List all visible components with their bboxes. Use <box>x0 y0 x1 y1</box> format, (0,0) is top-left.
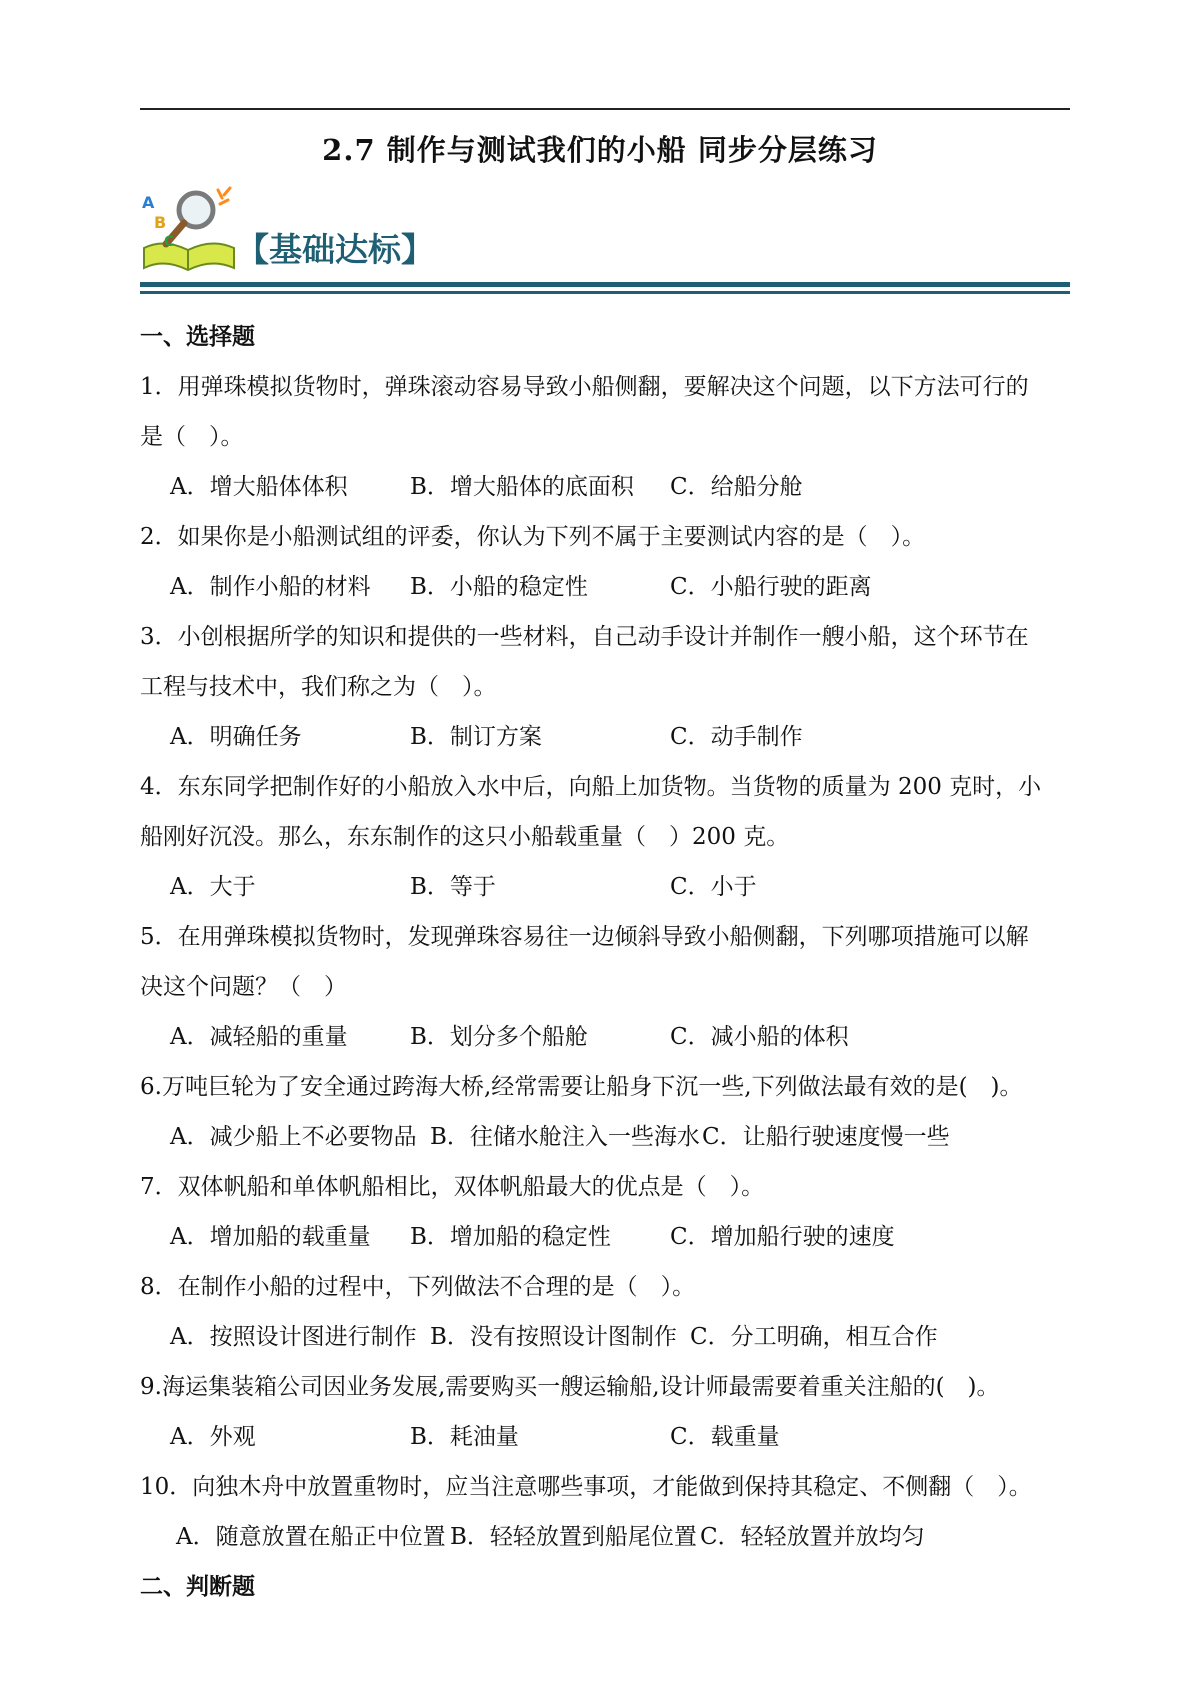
option-c: C．分工明确，相互合作 <box>690 1324 938 1350</box>
question-text: 1．用弹珠模拟货物时，弹珠滚动容易导致小船侧翻，要解决这个问题，以下方法可行的 <box>140 374 1029 400</box>
options-row <box>140 562 1080 612</box>
logo-letter-c: C <box>164 234 175 250</box>
question-text: 7．双体帆船和单体帆船相比，双体帆船最大的优点是（ ）。 <box>140 1174 765 1200</box>
option-b: B．轻轻放置到船尾位置 <box>450 1524 697 1550</box>
option-a: A．随意放置在船正中位置 <box>176 1524 446 1550</box>
option-a: A．减少船上不必要物品 <box>170 1124 417 1150</box>
page-title: 2.7 制作与测试我们的小船 同步分层练习 <box>322 133 878 167</box>
option-a: A．制作小船的材料 <box>170 574 371 600</box>
option-a: A．按照设计图进行制作 <box>170 1324 417 1350</box>
question-text: 8．在制作小船的过程中，下列做法不合理的是（ ）。 <box>140 1274 696 1300</box>
option-c: C．动手制作 <box>670 724 803 750</box>
option-b: B．等于 <box>410 874 496 900</box>
options-row <box>140 1012 1080 1062</box>
option-c: C．轻轻放置并放均匀 <box>700 1524 925 1550</box>
option-b: B．耗油量 <box>410 1424 519 1450</box>
options-row <box>140 862 1080 912</box>
option-c: C．减小船的体积 <box>670 1024 849 1050</box>
option-c: C．给船分舱 <box>670 474 803 500</box>
options-row <box>140 1212 1080 1262</box>
question-text: 工程与技术中，我们称之为（ ）。 <box>140 674 497 700</box>
option-b: B．没有按照设计图制作 <box>430 1324 677 1350</box>
question-text: 10．向独木舟中放置重物时，应当注意哪些事项，才能做到保持其稳定、不侧翻（ ）。 <box>140 1474 1032 1500</box>
section-heading: 一、选择题 <box>140 323 255 350</box>
option-c: C．让船行驶速度慢一些 <box>702 1124 950 1150</box>
question-text: 6.万吨巨轮为了安全通过跨海大桥,经常需要让船身下沉一些,下列做法最有效的是( )。 <box>140 1074 1023 1100</box>
option-c: C．载重量 <box>670 1424 780 1450</box>
option-c: C．小于 <box>670 874 757 900</box>
question-text: 是（ ）。 <box>140 424 244 450</box>
option-c: C．增加船行驶的速度 <box>670 1224 895 1250</box>
option-a: A．外观 <box>170 1424 256 1450</box>
option-a: A．明确任务 <box>170 724 302 750</box>
options-row <box>140 1512 1080 1562</box>
question-text: 4．东东同学把制作好的小船放入水中后，向船上加货物。当货物的质量为 200 克时，小 <box>140 774 1042 800</box>
option-a: A．增加船的载重量 <box>170 1224 371 1250</box>
options-row <box>140 1312 1080 1362</box>
question-text: 船刚好沉没。那么，东东制作的这只小船载重量（ ）200 克。 <box>140 824 790 850</box>
option-b: B．小船的稳定性 <box>410 574 588 600</box>
options-row <box>140 1412 1080 1462</box>
options-row <box>140 712 1080 762</box>
option-b: B．增大船体的底面积 <box>410 474 634 500</box>
logo-letter-a: A <box>142 193 155 212</box>
banner-rule-thick <box>140 282 1070 287</box>
question-text: 决这个问题？（ ） <box>140 974 347 1000</box>
sparkle-marks <box>218 188 230 204</box>
option-c: C．小船行驶的距离 <box>670 574 872 600</box>
question-text: 5．在用弹珠模拟货物时，发现弹珠容易往一边倾斜导致小船侧翻，下列哪项措施可以解 <box>140 924 1029 950</box>
options-row <box>140 1112 1080 1162</box>
option-b: B．增加船的稳定性 <box>410 1224 611 1250</box>
header-rule <box>140 108 1070 110</box>
option-b: B．划分多个船舱 <box>410 1024 588 1050</box>
section-heading: 二、判断题 <box>140 1573 255 1600</box>
banner-rule-thin <box>140 291 1070 294</box>
option-a: A．减轻船的重量 <box>170 1024 348 1050</box>
option-a: A．大于 <box>170 874 256 900</box>
option-b: B．制订方案 <box>410 724 542 750</box>
banner-label: 【基础达标】 <box>236 230 434 269</box>
magnifier-book-icon <box>140 186 238 276</box>
section-banner <box>140 186 440 276</box>
question-list <box>140 312 1080 1612</box>
question-text: 9.海运集装箱公司因业务发展,需要购买一艘运输船,设计师最需要着重关注船的( )。 <box>140 1374 1000 1400</box>
options-row <box>140 462 1080 512</box>
question-text: 2．如果你是小船测试组的评委，你认为下列不属于主要测试内容的是（ ）。 <box>140 524 926 550</box>
logo-letter-b: B <box>154 213 167 232</box>
option-a: A．增大船体体积 <box>170 474 348 500</box>
option-b: B．往储水舱注入一些海水 <box>430 1124 700 1150</box>
question-text: 3．小创根据所学的知识和提供的一些材料，自己动手设计并制作一艘小船，这个环节在 <box>140 624 1029 650</box>
